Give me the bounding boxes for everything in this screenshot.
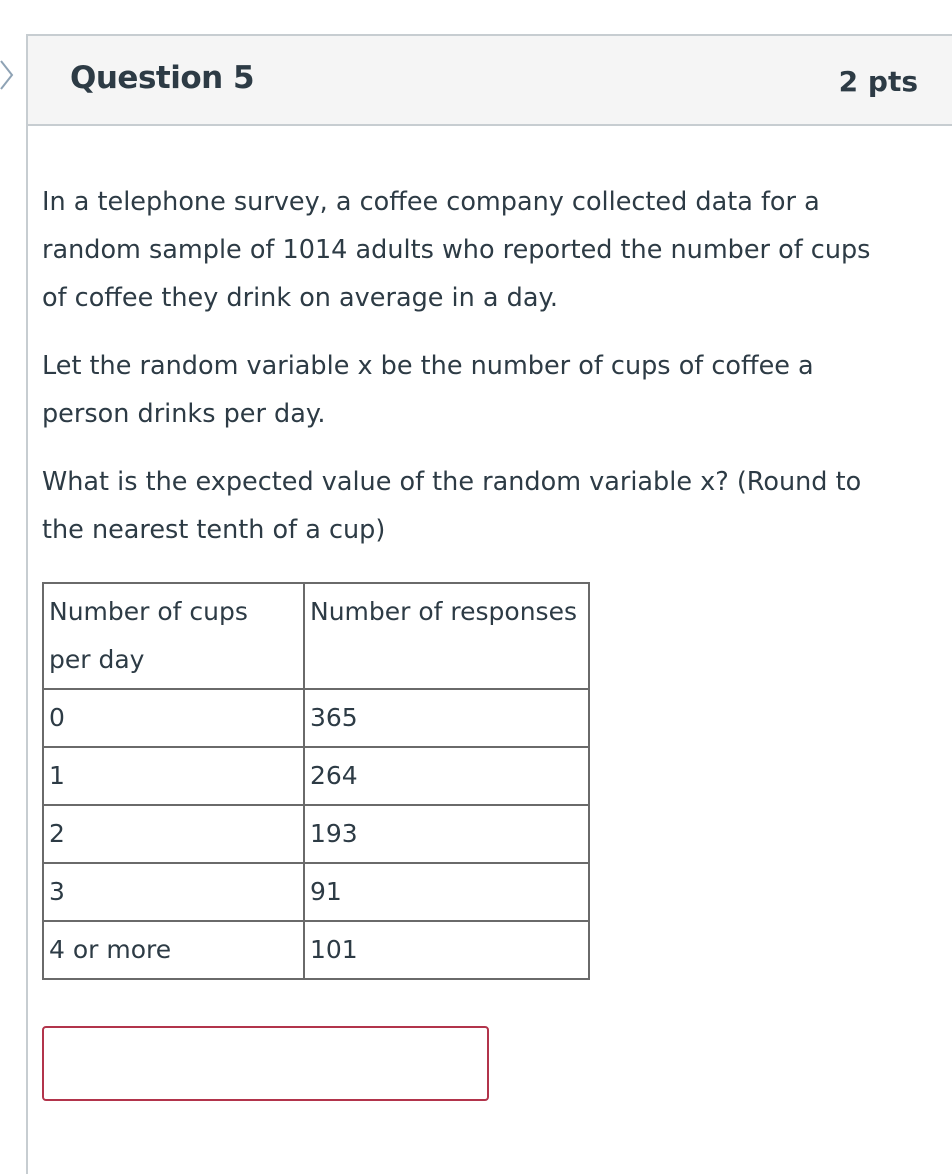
table-row: [43, 863, 589, 921]
table-row: [43, 747, 589, 805]
table-cell: 0: [43, 689, 304, 747]
table-cell: 2: [43, 805, 304, 863]
data-table: [42, 582, 590, 980]
table-cell: 1: [43, 747, 304, 805]
question-paragraph: Let the random variable x be the number of cups of coffee a person drinks per day.: [42, 351, 814, 429]
table-row: [43, 805, 589, 863]
question-text: [42, 178, 892, 554]
question-paragraph: What is the expected value of the random variable x? (Round to the nearest tenth of a cup): [42, 467, 862, 545]
question-points: 2 pts: [838, 65, 918, 98]
table-cell: 101: [304, 921, 589, 979]
question-paragraph: In a telephone survey, a coffee company collected data for a random sample of 1014 adults who reported the number of cups of coffee they drink on average in a day.: [42, 187, 871, 313]
table-header-row: [43, 583, 589, 689]
table-cell: 91: [304, 863, 589, 921]
table-cell: 365: [304, 689, 589, 747]
table-cell: 193: [304, 805, 589, 863]
question-title: Question 5: [70, 60, 255, 96]
chevron-right-icon[interactable]: [0, 60, 14, 90]
table-header-cell: Number of responses: [304, 583, 589, 689]
table-cell: 264: [304, 747, 589, 805]
table-header-cell: Number of cups per day: [43, 583, 304, 689]
table-row: [43, 689, 589, 747]
table-row: [43, 921, 589, 979]
table-cell: 3: [43, 863, 304, 921]
question-header: [28, 36, 952, 126]
answer-input[interactable]: [42, 1026, 489, 1101]
table-cell: 4 or more: [43, 921, 304, 979]
